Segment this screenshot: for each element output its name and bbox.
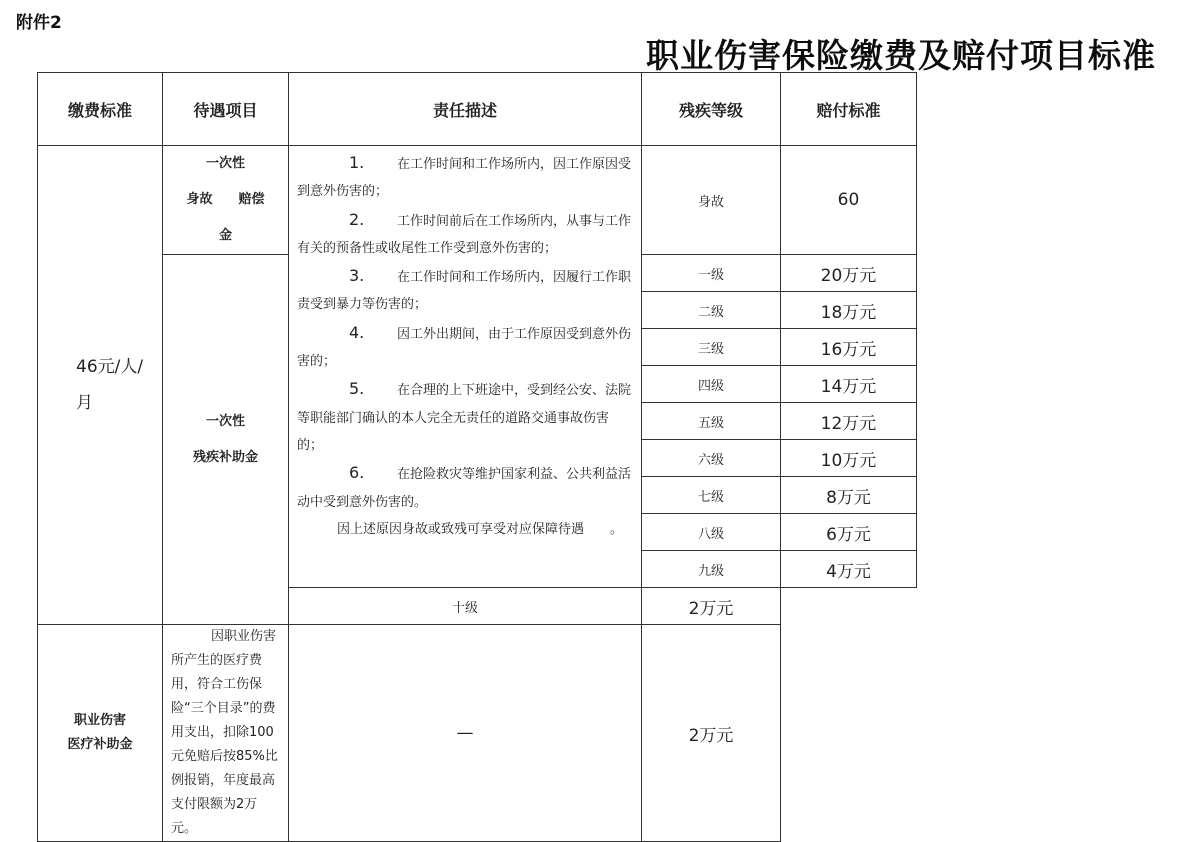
insurance-standard-table [37, 72, 917, 842]
table-row-medical [38, 625, 917, 842]
responsibility-num-3: 3. [349, 266, 365, 286]
compensation-grade-8: 6万元 [781, 514, 917, 551]
grade-medical: — [289, 625, 642, 842]
header-compensation: 赔付标准 [781, 73, 917, 146]
responsibility-text-2: 工作时间前后在工作场所内，从事与工作有关的预备性或收尾性工作受到意外伤害的； [297, 213, 632, 256]
compensation-death: 60 [781, 146, 917, 255]
compensation-grade-2: 18万元 [781, 292, 917, 329]
grade-death: 身故 [642, 146, 781, 255]
responsibility-text-1: 在工作时间和工作场所内，因工作原因受到意外伤害的； [297, 157, 632, 200]
compensation-grade-9: 4万元 [781, 551, 917, 588]
responsibility-num-1: 1. [349, 153, 365, 172]
compensation-grade-4: 14万元 [781, 366, 917, 403]
item-disability-line2: 残疾补助金 [192, 449, 258, 465]
responsibility-item-1 [297, 149, 633, 206]
responsibility-num-5: 5. [349, 379, 365, 399]
responsibility-item-6 [297, 459, 633, 516]
responsibility-text-6: 在抢险救灾等维护国家利益、公共利益活动中受到意外伤害的。 [297, 467, 632, 510]
fee-standard-cell [38, 146, 163, 625]
compensation-grade-6: 10万元 [781, 440, 917, 477]
grade-5: 五级 [642, 403, 781, 440]
grade-6: 六级 [642, 440, 781, 477]
table-header-row [38, 73, 917, 146]
grade-10: 十级 [289, 588, 642, 625]
grade-1: 一级 [642, 255, 781, 292]
grade-4: 四级 [642, 366, 781, 403]
item-medical-allowance [38, 625, 163, 842]
responsibility-item-4 [297, 319, 633, 376]
header-disability-grade: 残疾等级 [642, 73, 781, 146]
item-disability-line1: 一次性 [205, 413, 245, 429]
grade-8: 八级 [642, 514, 781, 551]
responsibility-text-5: 在合理的上下班途中，受到经公安、法院等职能部门确认的本人完全无责任的道路交通事故伤害的； [297, 383, 632, 453]
header-fee-standard: 缴费标准 [38, 73, 163, 146]
responsibility-num-6: 6. [349, 463, 365, 483]
compensation-grade-1: 20万元 [781, 255, 917, 292]
compensation-medical: 2万元 [642, 625, 781, 842]
fee-standard-line1: 46元/人/ [76, 357, 144, 377]
medical-description-text: 因职业伤害所产生的医疗费用，符合工伤保险“三个目录”的费用支出，扣除100元免赔后按85%比例报销，年度最高支付限额为2万元。 [171, 629, 278, 836]
compensation-grade-5: 12万元 [781, 403, 917, 440]
item-death-line3: 金 [218, 228, 232, 243]
grade-2: 二级 [642, 292, 781, 329]
item-medical-line1: 职业伤害 [73, 713, 126, 728]
grade-3: 三级 [642, 329, 781, 366]
medical-description [163, 625, 289, 842]
item-death-line2: 身故 赔偿 [186, 192, 265, 207]
compensation-grade-3: 16万元 [781, 329, 917, 366]
responsibility-item-2 [297, 206, 633, 263]
responsibility-description [289, 146, 642, 588]
grade-9: 九级 [642, 551, 781, 588]
fee-standard-line2: 月 [76, 393, 93, 413]
responsibility-item-3 [297, 262, 633, 319]
header-benefit-item: 待遇项目 [163, 73, 289, 146]
responsibility-item-5 [297, 375, 633, 459]
grade-7: 七级 [642, 477, 781, 514]
item-disability-allowance [163, 255, 289, 625]
responsibility-num-2: 2. [349, 209, 365, 229]
item-medical-line2: 医疗补助金 [67, 737, 133, 752]
header-responsibility: 责任描述 [289, 73, 642, 146]
item-death-line1: 一次性 [205, 156, 245, 171]
responsibility-text-4: 因工外出期间，由于工作原因受到意外伤害的； [297, 326, 632, 370]
item-death-compensation [163, 146, 289, 255]
responsibility-closing: 因上述原因身故或致残可享受对应保障待遇 。 [337, 521, 624, 537]
compensation-grade-7: 8万元 [781, 477, 917, 514]
responsibility-num-4: 4. [349, 322, 365, 342]
document-title: 职业伤害保险缴费及赔付项目标准 [646, 36, 1156, 75]
attachment-label: 附件2 [16, 13, 62, 33]
responsibility-text-3: 在工作时间和工作场所内，因履行工作职责受到暴力等伤害的； [297, 270, 632, 313]
compensation-grade-10: 2万元 [642, 588, 781, 625]
